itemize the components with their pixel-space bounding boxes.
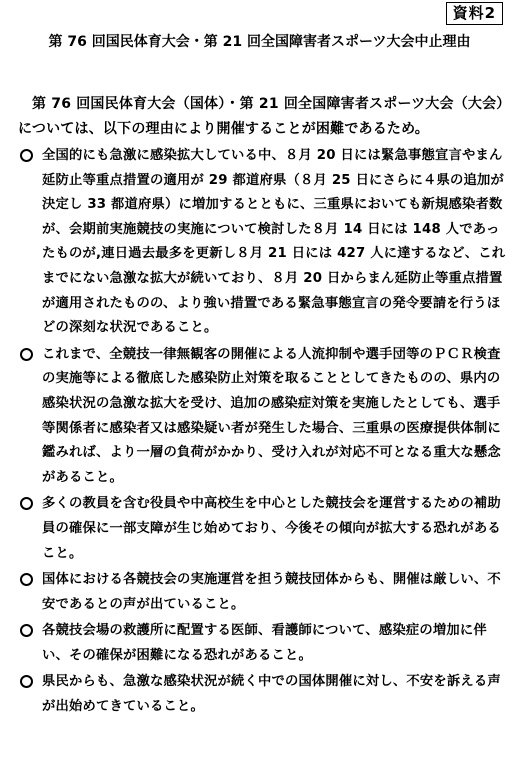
- reason-text: これまで、全競技一律無観客の開催による人流抑制や選手団等のＰＣＲ検査の実施等による徹底した感染防止対策を取ることとしてきたものの、県内の感染状況の急激な拡大を受け、追加の感染症対策を実施したとしても、選手等関係者に感染者又は感染疑い者が発生した場合、三重県の医療提供体制に鑑みれば、より一層の負荷がかかり、受け入れが対応不可となる重大な懸念があること。: [42, 346, 501, 485]
- reason-text: 県民からも、急激な感染状況が続く中での国体開催に対し、不安を訴える声が出始めてきていること。: [42, 674, 501, 715]
- document-label-box: 資料2: [446, 2, 503, 25]
- reason-item: [0, 144, 519, 341]
- reason-text: 全国的にも急激に感染拡大している中、８月 20 日には緊急事態宣言やまん延防止等重点措置の適用が 29 都道府県（８月 25 日にさらに４県の追加が決定し 33 都道府県）に増加するとともに、三重県においても新規感染者数が、会期前実施競技の実施について検討した８月 14 日には 148 人であったものが,連日過去最多を更新し８月 21 日には 427 人に達するなど、これまでにない急激な拡大が続いており、８月 20 日からまん延防止等重点措置が適用されたものの、より強い措置である緊急事態宣言の発令要請を行うほどの深刻な状況であること。: [42, 148, 506, 336]
- intro-paragraph: 第 76 回国民体育大会（国体）・第 21 回全国障害者スポーツ大会（大会）については、以下の理由により開催することが困難であるため。: [18, 96, 511, 137]
- circle-bullet-icon: [20, 573, 33, 586]
- circle-bullet-icon: [20, 624, 33, 637]
- reason-item: [0, 619, 519, 668]
- circle-bullet-icon: [20, 348, 33, 361]
- reason-item: [0, 670, 519, 719]
- circle-bullet-icon: [20, 675, 33, 688]
- reason-text: 各競技会場の救護所に配置する医師、看護師について、感染症の増加に伴い、その確保が困難になる恐れがあること。: [42, 623, 487, 663]
- reason-item: [0, 343, 519, 491]
- reason-item: [0, 492, 519, 566]
- document-title: 第 76 回国民体育大会・第 21 回全国障害者スポーツ大会中止理由: [48, 34, 471, 50]
- reason-text: 多くの教員を含む役員や中高校生を中心とした競技会を運営するための補助員の確保に一部支障が生じ始めており、今後その傾向が拡大する恐れがあること。: [42, 496, 501, 561]
- circle-bullet-icon: [20, 497, 33, 510]
- reason-list: [0, 144, 519, 722]
- reason-item: [0, 568, 519, 617]
- reason-text: 国体における各競技会の実施運営を担う競技団体からも、開催は厳しい、不安であるとの声が出ていること。: [42, 572, 501, 612]
- circle-bullet-icon: [20, 149, 33, 162]
